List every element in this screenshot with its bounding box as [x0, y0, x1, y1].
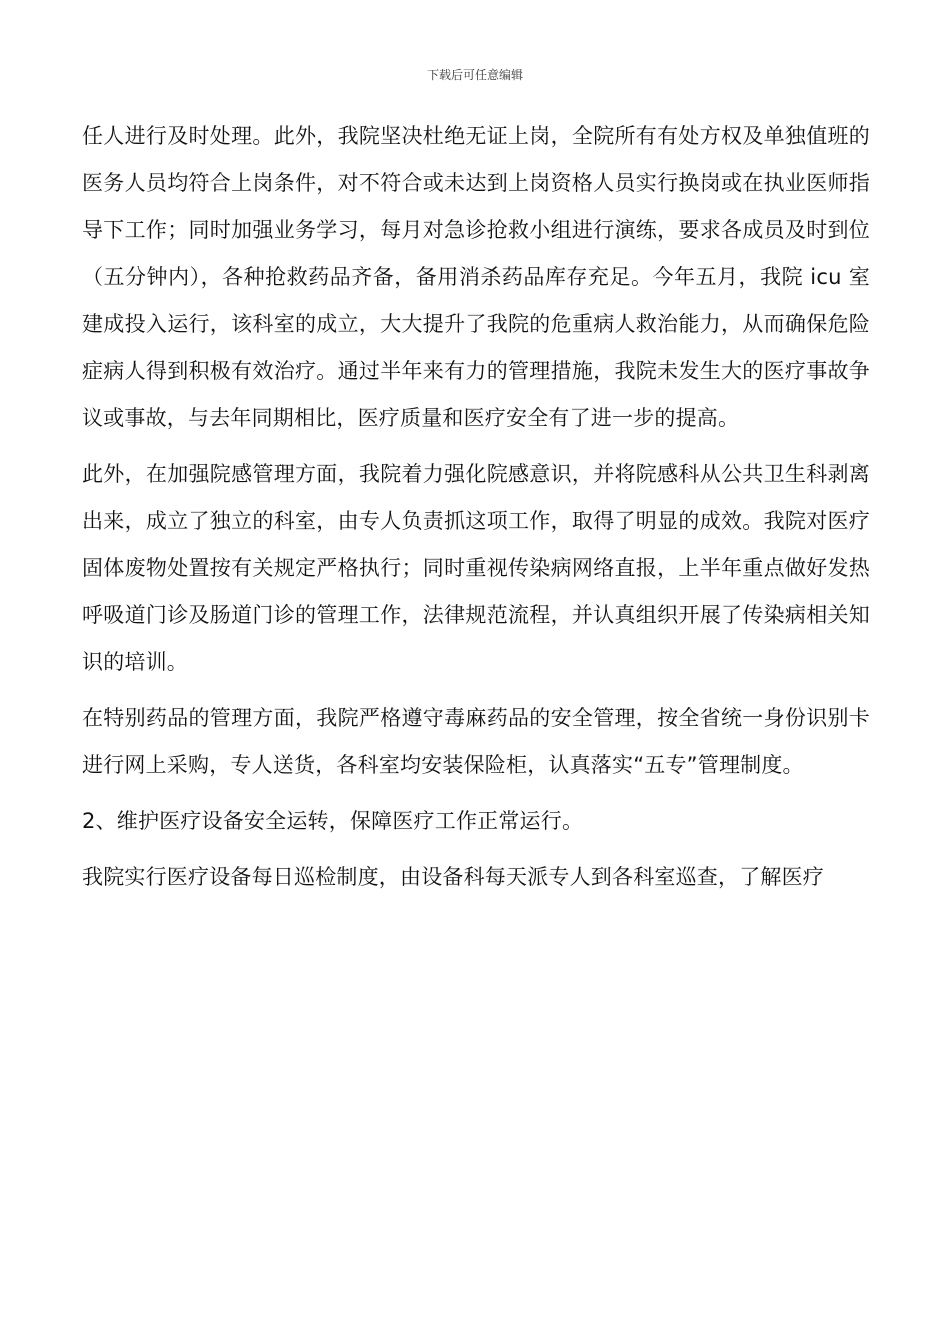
page-header: 下载后可任意编辑: [426, 68, 523, 82]
paragraph-quality-safety: 任人进行及时处理。此外，我院坚决杜绝无证上岗，全院所有有处方权及单独值班的医务人员均符合上岗条件，对不符合或未达到上岗资格人员实行换岗或在执业医师指导下工作；同时加强业务学习，每月对急诊抢救小组进行演练，要求各成员及时到位（五分钟内），各种抢救药品齐备，备用消杀药品库存充足。今年五月，我院 icu 室建成投入运行，该科室的成立，大大提升了我院的危重病人救治能力，从而确保危险症病人得到积极有效治疗。通过半年来有力的管理措施，我院未发生大的医疗事故争议或事故，与去年同期相比，医疗质量和医疗安全有了进一步的提高。: [82, 124, 870, 430]
paragraph-special-drugs: 在特别药品的管理方面，我院严格遵守毒麻药品的安全管理，按全省统一身份识别卡进行网上采购，专人送货，各科室均安装保险柜，认真落实“五专”管理制度。: [82, 706, 870, 777]
paragraph-infection-control: 此外，在加强院感管理方面，我院着力强化院感意识，并将院感科从公共卫生科剥离出来，成立了独立的科室，由专人负责抓这项工作，取得了明显的成效。我院对医疗固体废物处置按有关规定严格执行；同时重视传染病网络直报，上半年重点做好发热呼吸道门诊及肠道门诊的管理工作，法律规范流程，并认真组织开展了传染病相关知识的培训。: [82, 462, 870, 674]
section-heading-equipment: 2、维护医疗设备安全运转，保障医疗工作正常运行。: [82, 809, 584, 833]
document-body: [82, 113, 870, 910]
paragraph-equipment-inspection: 我院实行医疗设备每日巡检制度，由设备科每天派专人到各科室巡查，了解医疗: [82, 865, 824, 889]
